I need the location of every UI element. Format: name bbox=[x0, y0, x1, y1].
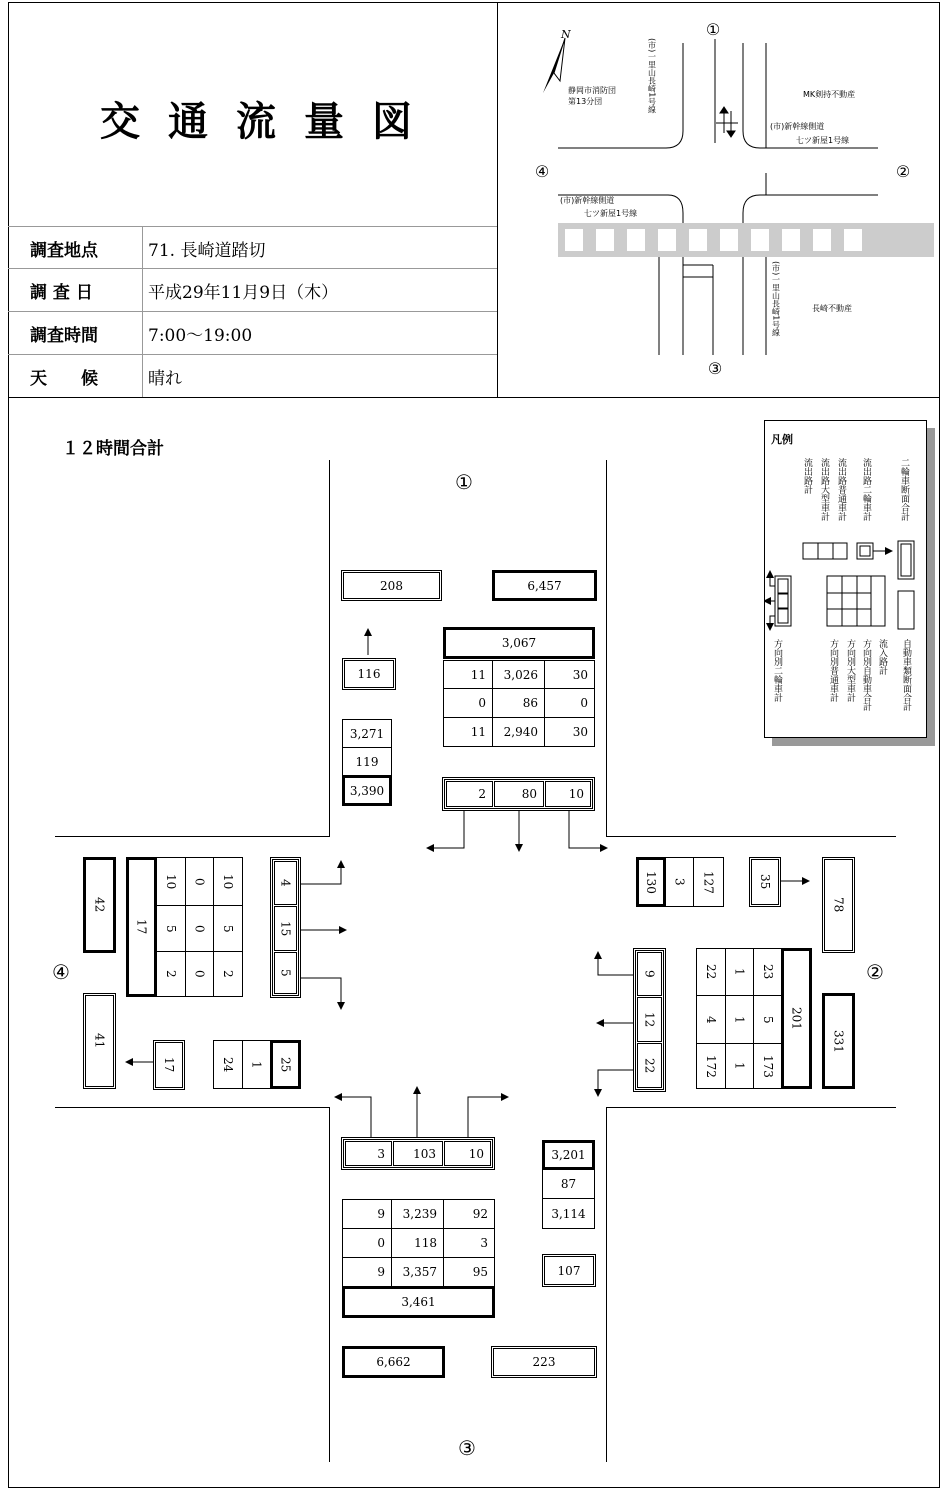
east-bike-total: 78 bbox=[822, 857, 855, 953]
east-r3c2: 1 bbox=[725, 1043, 754, 1089]
south-r3c2: 3,357 bbox=[391, 1257, 444, 1287]
south-r3c3: 95 bbox=[443, 1257, 495, 1287]
east-r3c1: 172 bbox=[696, 1043, 726, 1089]
legend-symbols bbox=[765, 536, 928, 631]
svg-text:(市)一里山長崎1号線: (市)一里山長崎1号線 bbox=[771, 261, 781, 337]
value-weather: 晴れ bbox=[148, 369, 182, 389]
west-r3c3: 2 bbox=[213, 951, 243, 997]
south-outflow-normal: 3,114 bbox=[542, 1198, 595, 1229]
north-r3c3: 30 bbox=[544, 717, 595, 747]
legend-label-dir-normal: 方向別普通車計 bbox=[828, 639, 838, 702]
south-bike-dir-straight: 103 bbox=[393, 1141, 443, 1166]
west-r3c2: 0 bbox=[185, 951, 214, 997]
legend-label-out-large: 流出路大型車計 bbox=[819, 458, 829, 521]
north-r1c2: 3,026 bbox=[492, 660, 545, 689]
east-bike-dir-left: 22 bbox=[637, 1043, 662, 1088]
east-r3c3: 173 bbox=[753, 1043, 783, 1089]
label-location: 調査地点 bbox=[30, 241, 98, 261]
legend-label-out-bike: 流出路二輪車計 bbox=[861, 458, 871, 521]
legend-label-bike-section: 二輪車断面合計 bbox=[899, 458, 909, 521]
legend-label-out-total: 流出路計 bbox=[802, 458, 812, 494]
east-outflow-total: 130 bbox=[636, 857, 666, 907]
svg-text:第13分団: 第13分団 bbox=[568, 97, 603, 106]
legend-label-dir-bike: 方向別二輪車計 bbox=[772, 639, 782, 702]
north-r3c2: 2,940 bbox=[492, 717, 545, 747]
south-out-total: 223 bbox=[491, 1346, 597, 1378]
south-r3c1: 9 bbox=[342, 1257, 392, 1287]
south-r2c3: 3 bbox=[443, 1228, 495, 1258]
east-r2c1: 4 bbox=[696, 995, 726, 1044]
east-bike-out: 35 bbox=[749, 857, 781, 907]
east-in-total: 201 bbox=[781, 948, 812, 1089]
west-bike-dir-straight: 15 bbox=[274, 906, 297, 951]
east-bike-dir-straight: 12 bbox=[637, 997, 662, 1042]
value-location: 71. 長崎道踏切 bbox=[148, 241, 266, 261]
legend-label-dir-auto: 方向別自動車合計 bbox=[861, 639, 871, 711]
north-outflow-large: 119 bbox=[342, 747, 392, 776]
east-r1c3: 23 bbox=[753, 948, 783, 996]
east-r2c2: 1 bbox=[725, 995, 754, 1044]
south-r1c3: 92 bbox=[443, 1199, 495, 1229]
north-r1c3: 30 bbox=[544, 660, 595, 689]
south-cross-total: 6,662 bbox=[342, 1346, 445, 1378]
west-r3c1: 2 bbox=[156, 951, 186, 997]
label-weather: 天 候 bbox=[30, 369, 98, 389]
svg-text:MK剣持不動産: MK剣持不動産 bbox=[803, 90, 856, 99]
north-cross-total: 6,457 bbox=[492, 570, 597, 601]
svg-text:④: ④ bbox=[534, 162, 550, 181]
east-r1c1: 22 bbox=[696, 948, 726, 996]
south-outflow-large: 87 bbox=[542, 1169, 595, 1199]
svg-text:N: N bbox=[561, 28, 571, 41]
page-title: 交通流量図 bbox=[100, 98, 440, 145]
west-r2c2: 0 bbox=[185, 905, 214, 952]
west-r1c3: 10 bbox=[213, 857, 243, 906]
value-time: 7:00～19:00 bbox=[148, 326, 253, 346]
east-outflow-large: 3 bbox=[665, 857, 694, 907]
north-r2c1: 0 bbox=[443, 688, 493, 718]
value-date: 平成29年11月9日（木） bbox=[148, 283, 339, 303]
label-date: 調 査 日 bbox=[30, 283, 93, 303]
svg-text:③: ③ bbox=[707, 359, 723, 378]
west-bike-dir-right: 4 bbox=[274, 861, 297, 905]
south-r1c1: 9 bbox=[342, 1199, 392, 1229]
west-outflow-total: 25 bbox=[270, 1040, 301, 1089]
legend-title: 凡例 bbox=[771, 433, 793, 446]
south-r1c2: 3,239 bbox=[391, 1199, 444, 1229]
north-out-total: 208 bbox=[341, 570, 442, 601]
west-bike-dir-left: 5 bbox=[274, 952, 297, 994]
south-r2c2: 118 bbox=[391, 1228, 444, 1258]
north-r2c2: 86 bbox=[492, 688, 545, 718]
west-outflow-large: 1 bbox=[242, 1040, 271, 1089]
north-r1c1: 11 bbox=[443, 660, 493, 689]
approach-3-label: ③ bbox=[458, 1436, 476, 1460]
north-arrow-icon bbox=[543, 38, 565, 93]
west-r2c3: 5 bbox=[213, 905, 243, 952]
svg-text:(市)新幹線側道: (市)新幹線側道 bbox=[560, 196, 615, 205]
location-map bbox=[498, 3, 939, 396]
west-outflow-normal: 24 bbox=[213, 1040, 243, 1089]
svg-text:(市)一里山長崎1号線: (市)一里山長崎1号線 bbox=[647, 38, 657, 114]
east-r1c2: 1 bbox=[725, 948, 754, 996]
south-r2c1: 0 bbox=[342, 1228, 392, 1258]
west-bike-out: 17 bbox=[153, 1040, 185, 1090]
east-outflow-normal: 127 bbox=[693, 857, 724, 907]
svg-text:七ツ新屋1号線: 七ツ新屋1号線 bbox=[584, 209, 638, 218]
approach-4-label: ④ bbox=[52, 960, 70, 984]
legend-label-auto-section: 自動車類断面合計 bbox=[901, 639, 911, 711]
approach-1-label: ① bbox=[455, 470, 473, 494]
north-bike-dir-straight: 80 bbox=[494, 781, 544, 807]
north-outflow-normal: 3,271 bbox=[342, 719, 392, 748]
north-r2c3: 0 bbox=[544, 688, 595, 718]
south-in-total: 3,461 bbox=[342, 1286, 495, 1318]
west-r2c1: 5 bbox=[156, 905, 186, 952]
south-bike-out: 107 bbox=[542, 1254, 596, 1287]
west-r1c1: 10 bbox=[156, 857, 186, 906]
north-bike-dir-left: 2 bbox=[446, 781, 493, 807]
south-bike-dir-right: 3 bbox=[345, 1141, 392, 1166]
svg-text:七ツ新屋1号線: 七ツ新屋1号線 bbox=[796, 136, 850, 145]
svg-text:①: ① bbox=[705, 20, 721, 39]
west-in-total: 17 bbox=[126, 857, 157, 997]
west-bike-total: 42 bbox=[83, 857, 116, 953]
south-bike-dir-left: 10 bbox=[444, 1141, 491, 1166]
south-outflow-total: 3,201 bbox=[542, 1140, 595, 1170]
east-bike-dir-right: 9 bbox=[637, 952, 662, 996]
svg-text:②: ② bbox=[895, 162, 911, 181]
north-in-total: 3,067 bbox=[443, 627, 595, 659]
svg-text:長崎不動産: 長崎不動産 bbox=[812, 304, 852, 313]
west-cross-total: 41 bbox=[83, 993, 116, 1089]
legend bbox=[764, 420, 927, 738]
approach-2-label: ② bbox=[866, 960, 884, 984]
east-r2c3: 5 bbox=[753, 995, 783, 1044]
svg-text:(市)新幹線側道: (市)新幹線側道 bbox=[770, 122, 825, 131]
east-cross-total: 331 bbox=[822, 993, 855, 1089]
north-bike-dir-right: 10 bbox=[545, 781, 591, 807]
legend-label-in-total: 流入路計 bbox=[877, 639, 887, 675]
legend-label-dir-large: 方向別大型車計 bbox=[845, 639, 855, 702]
west-r1c2: 0 bbox=[185, 857, 214, 906]
north-r3c1: 11 bbox=[443, 717, 493, 747]
legend-label-out-normal: 流出路普通車計 bbox=[836, 458, 846, 521]
info-table bbox=[8, 226, 497, 397]
header-divider bbox=[8, 397, 940, 398]
label-time: 調査時間 bbox=[30, 326, 98, 346]
diagram-subtitle: １２時間合計 bbox=[62, 439, 164, 459]
north-outflow-total: 3,390 bbox=[342, 775, 392, 806]
svg-text:静岡市消防団: 静岡市消防団 bbox=[568, 86, 616, 95]
north-bike-out: 116 bbox=[342, 658, 396, 690]
